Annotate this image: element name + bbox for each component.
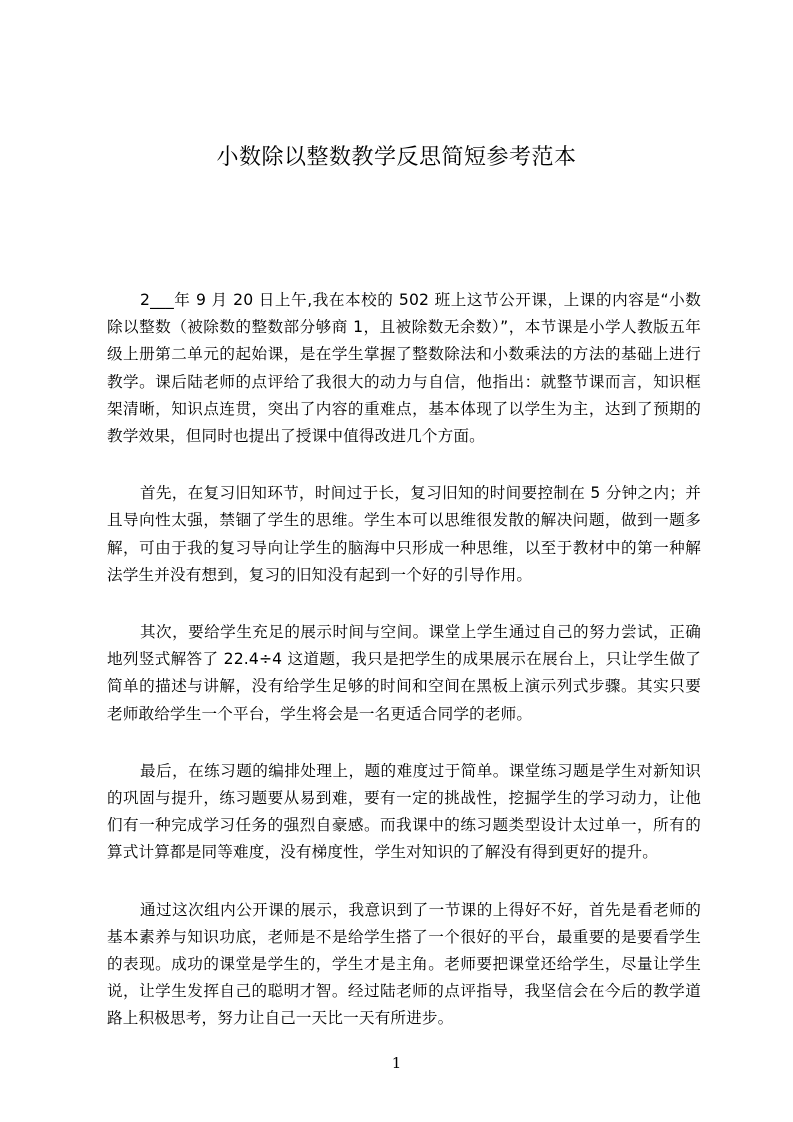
page-number: 1 [391, 1054, 402, 1072]
document-body [107, 287, 701, 1063]
paragraph-conclusion: 通过这次组内公开课的展示，我意识到了一节课的上得好不好，首先是看老师的基本素养与知识功底，老师是不是给学生搭了一个很好的平台，最重要的是要看学生的表现。成功的课堂是学生的，学生才是主角。老师要把课堂还给学生，尽量让学生说，让学生发挥自己的聪明才智。经过陆老师的点评指导，我坚信会在今后的教学道路上积极思考，努力让自己一天比一天有所进步。 [107, 900, 701, 1028]
paragraph-intro: 2___年 9 月 20 日上午,我在本校的 502 班上这节公开课，上课的内容是“小数除以整数（被除数的整数部分够商 1，且被除数无余数）”，本节课是小学人教版五年级上册第二单元的起始课，是在学生掌握了整数除法和小数乘法的方法的基础上进行教学。课后陆老师的点评给了我很大的动力与自信，他指出：就整节课而言，知识框架清晰，知识点连贯，突出了内容的重难点，基本体现了以学生为主，达到了预期的教学效果，但同时也提出了授课中值得改进几个方面。 [107, 291, 701, 446]
paragraph-third-point: 最后，在练习题的编排处理上，题的难度过于简单。课堂练习题是学生对新知识的巩固与提升，练习题要从易到难，要有一定的挑战性，挖掘学生的学习动力，让他们有一种完成学习任务的强烈自豪感。而我课中的练习题类型设计太过单一，所有的算式计算都是同等难度，没有梯度性，学生对知识的了解没有得到更好的提升。 [107, 761, 701, 862]
paragraph-second-point: 其次，要给学生充足的展示时间与空间。课堂上学生通过自己的努力尝试，正确地列竖式解答了 22.4÷4 这道题，我只是把学生的成果展示在展台上，只让学生做了简单的描述与讲解，没有给学生足够的时间和空间在黑板上演示列式步骤。其实只要老师敢给学生一个平台，学生将会是一名更适合同学的老师。 [107, 623, 701, 723]
document-title: 小数除以整数教学反思简短参考范本 [216, 145, 577, 170]
paragraph-first-point: 首先，在复习旧知环节，时间过于长，复习旧知的时间要控制在 5 分钟之内；并且导向性太强，禁锢了学生的思维。学生本可以思维很发散的解决问题，做到一题多解，可由于我的复习导向让学生的脑海中只形成一种思维，以至于教材中的第一种解法学生并没有想到，复习的旧知没有起到一个好的引导作用。 [107, 484, 701, 584]
